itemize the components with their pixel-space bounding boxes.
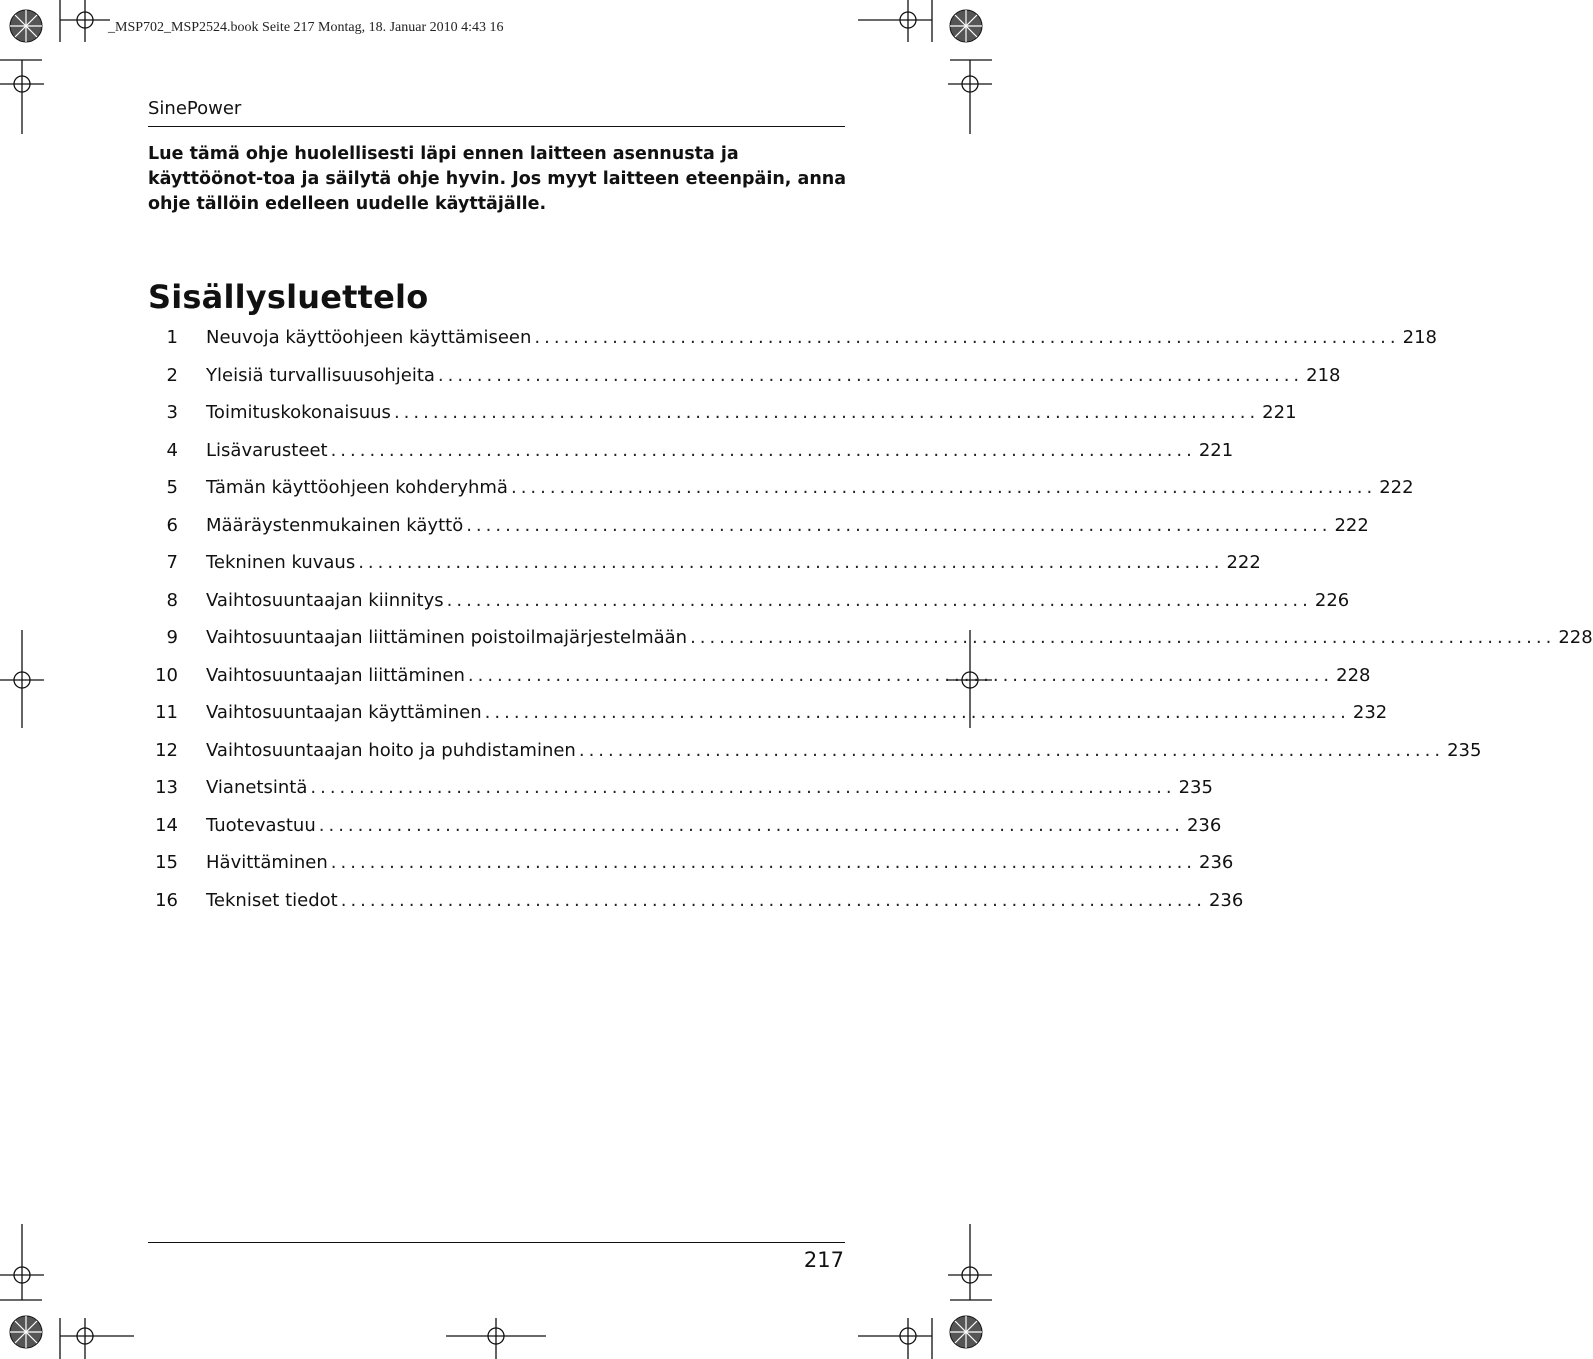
toc-entry-page: 228	[1336, 664, 1371, 686]
toc-entry-label: Vaihtosuuntaajan hoito ja puhdistaminen	[206, 739, 576, 761]
toc-entry-number: 4	[166, 439, 178, 461]
toc-entry[interactable]	[148, 402, 1297, 440]
toc-entry-label: Tekninen kuvaus	[206, 552, 356, 573]
dot-leader: .........................................................................................	[393, 402, 1260, 423]
toc-entry-number: 15	[155, 852, 178, 873]
toc-entry[interactable]	[148, 627, 1593, 665]
dot-leader: .........................................................................................	[510, 477, 1377, 498]
print-slug: _MSP702_MSP2524.book Seite 217 Montag, 18. Januar 2010 4:43 16	[108, 20, 504, 35]
toc-entry-label: Neuvoja käyttöohjeen käyttämiseen	[206, 327, 532, 348]
toc-entry-number: 6	[166, 514, 178, 536]
toc-entry-label: Hävittäminen	[206, 852, 328, 873]
toc-entry-page: 235	[1447, 739, 1482, 761]
toc-entry-page: 236	[1186, 814, 1222, 836]
toc-entry-number: 1	[166, 327, 178, 348]
dot-leader: .........................................................................................	[358, 552, 1224, 573]
header-rule	[148, 126, 845, 127]
toc-entry-page: 222	[1379, 477, 1414, 498]
dot-leader: .........................................................................................	[330, 439, 1196, 461]
dot-leader: .........................................................................................	[437, 364, 1304, 386]
toc-entry-label: Tämän käyttöohjeen kohderyhmä	[206, 477, 508, 498]
dot-leader: .........................................................................................	[690, 627, 1556, 648]
toc-entry-page: 221	[1198, 439, 1234, 461]
dot-leader: .........................................................................................	[467, 664, 1334, 686]
toc-entry[interactable]	[148, 702, 1388, 740]
toc-entry-number: 7	[166, 552, 178, 573]
toc-entry-page: 226	[1314, 589, 1350, 611]
dot-leader: .........................................................................................	[446, 589, 1312, 611]
toc-entry[interactable]	[148, 477, 1414, 515]
toc-entry[interactable]	[148, 664, 1371, 703]
footer-rule	[148, 1242, 845, 1243]
toc-entry-label: Toimituskokonaisuus	[206, 402, 391, 423]
toc-entry-page: 236	[1199, 852, 1234, 873]
dot-leader: .........................................................................................	[534, 327, 1400, 348]
dot-leader: .........................................................................................	[466, 514, 1332, 536]
running-header-brand: SinePower	[148, 98, 242, 119]
toc-entry-number: 8	[166, 589, 178, 611]
toc-entry-label: Yleisiä turvallisuusohjeita	[206, 364, 435, 386]
toc-entry-label: Vaihtosuuntaajan liittäminen	[206, 664, 465, 686]
toc-entry-page: 228	[1558, 627, 1593, 648]
toc-entry-label: Vaihtosuuntaajan käyttäminen	[206, 702, 482, 723]
toc-entry-page: 236	[1208, 889, 1244, 911]
toc-entry[interactable]	[148, 552, 1261, 590]
toc-title: Sisällysluettelo	[148, 278, 429, 316]
toc-entry[interactable]	[148, 327, 1437, 365]
toc-entry-page: 232	[1352, 702, 1388, 723]
toc-entry-label: Määräystenmukainen käyttö	[206, 514, 464, 536]
toc-entry-number: 2	[166, 364, 178, 386]
toc-entry-number: 12	[155, 739, 178, 761]
dot-leader: .........................................................................................	[484, 702, 1350, 723]
dot-leader: .........................................................................................	[318, 814, 1184, 836]
toc-entry-page: 218	[1306, 364, 1341, 386]
toc-entry-number: 10	[155, 664, 178, 686]
toc-entry-number: 14	[155, 814, 178, 836]
toc-entry-label: Vaihtosuuntaajan kiinnitys	[206, 589, 444, 611]
dot-leader: .........................................................................................	[310, 777, 1176, 798]
toc-entry[interactable]	[148, 852, 1234, 890]
toc-entry-page: 218	[1402, 327, 1437, 348]
intro-notice: Lue tämä ohje huolellisesti läpi ennen laitteen asennusta ja käyttöönot-toa ja säilytä ohje hyvin. Jos myyt laitteen eteenpäin, anna ohje tällöin edelleen uudelle käyttäjälle.	[148, 144, 847, 214]
toc-entry[interactable]	[148, 364, 1341, 403]
dot-leader: .........................................................................................	[330, 852, 1197, 873]
toc-entry[interactable]	[148, 514, 1369, 553]
toc-entry-page: 235	[1178, 777, 1213, 798]
dot-leader: .........................................................................................	[578, 739, 1445, 761]
toc-entry-page: 221	[1262, 402, 1297, 423]
toc-entry-number: 16	[155, 889, 178, 911]
toc-entry-page: 222	[1334, 514, 1369, 536]
dot-leader: .........................................................................................	[340, 889, 1206, 911]
page-number: 217	[803, 1248, 844, 1272]
toc-entry[interactable]	[148, 589, 1350, 628]
table-of-contents	[148, 327, 1593, 927]
toc-entry-label: Lisävarusteet	[206, 439, 328, 461]
toc-entry[interactable]	[148, 439, 1234, 478]
toc-entry-number: 3	[166, 402, 178, 423]
toc-entry-number: 5	[166, 477, 178, 498]
toc-entry-number: 13	[155, 777, 178, 798]
toc-entry-label: Tekniset tiedot	[206, 889, 338, 911]
toc-entry[interactable]	[148, 814, 1222, 853]
toc-entry[interactable]	[148, 739, 1482, 778]
toc-entry[interactable]	[148, 889, 1244, 928]
toc-entry-label: Vaihtosuuntaajan liittäminen poistoilmajärjestelmään	[206, 627, 688, 648]
toc-entry-number: 11	[155, 702, 178, 723]
toc-entry-page: 222	[1226, 552, 1261, 573]
toc-entry-label: Vianetsintä	[206, 777, 308, 798]
toc-entry[interactable]	[148, 777, 1213, 815]
toc-entry-label: Tuotevastuu	[206, 814, 316, 836]
toc-entry-number: 9	[166, 627, 178, 648]
